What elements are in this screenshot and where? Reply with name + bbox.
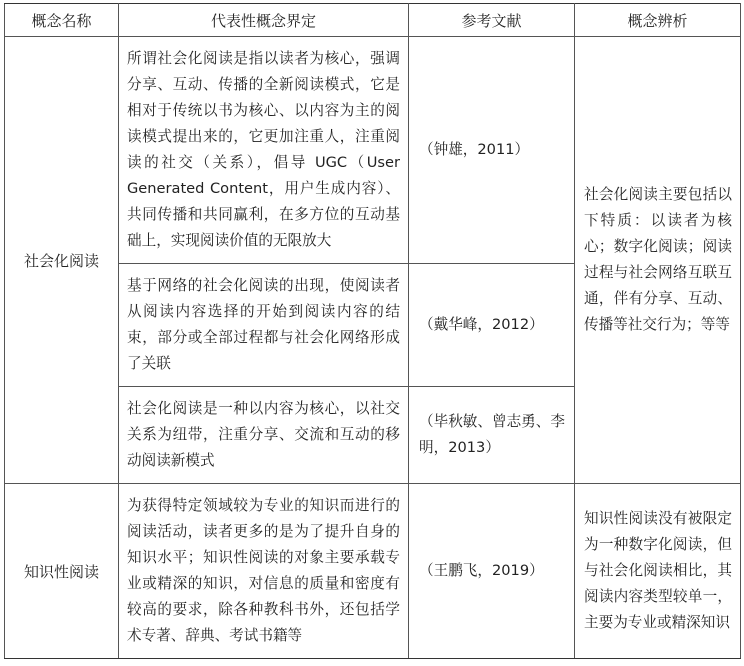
table-row	[5, 484, 741, 659]
reference-cell: （毕秋敏、曾志勇、李明，2013）	[409, 387, 575, 484]
table-row	[5, 37, 741, 264]
header-concept-name: 概念名称	[5, 4, 119, 37]
header-definition: 代表性概念界定	[119, 4, 409, 37]
definition-cell: 社会化阅读是一种以内容为核心，以社交关系为纽带，注重分享、交流和互动的移动阅读新模式	[119, 387, 409, 484]
definition-cell: 基于网络的社会化阅读的出现，使阅读者从阅读内容选择的开始到阅读内容的结束，部分或全部过程都与社会化网络形成了关联	[119, 264, 409, 387]
concept-name-social-reading: 社会化阅读	[5, 37, 119, 484]
analysis-knowledge-reading: 知识性阅读没有被限定为一种数字化阅读，但与社会化阅读相比，其阅读内容类型较单一，主要为专业或精深知识	[575, 484, 741, 659]
concept-comparison-table	[4, 3, 741, 659]
definition-cell: 所谓社会化阅读是指以读者为核心，强调分享、互动、传播的全新阅读模式，它是相对于传统以书为核心、以内容为主的阅读模式提出来的，它更加注重人，注重阅读的社交（关系），倡导 UGC（User Generated Content，用户生成内容）、共同传播和共同赢利，在多方位的互动基础上，实现阅读价值的无限放大	[119, 37, 409, 264]
reference-cell: （钟雄，2011）	[409, 37, 575, 264]
header-reference: 参考文献	[409, 4, 575, 37]
analysis-social-reading: 社会化阅读主要包括以下特质：以读者为核心；数字化阅读；阅读过程与社会网络互联互通，伴有分享、互动、传播等社交行为；等等	[575, 37, 741, 484]
concept-name-knowledge-reading: 知识性阅读	[5, 484, 119, 659]
header-analysis: 概念辨析	[575, 4, 741, 37]
reference-cell: （戴华峰，2012）	[409, 264, 575, 387]
table-header-row	[5, 4, 741, 37]
reference-cell: （王鹏飞，2019）	[409, 484, 575, 659]
definition-cell: 为获得特定领域较为专业的知识而进行的阅读活动，读者更多的是为了提升自身的知识水平；知识性阅读的对象主要承载专业或精深的知识，对信息的质量和密度有较高的要求，除各种教科书外，还包括学术专著、辞典、考试书籍等	[119, 484, 409, 659]
